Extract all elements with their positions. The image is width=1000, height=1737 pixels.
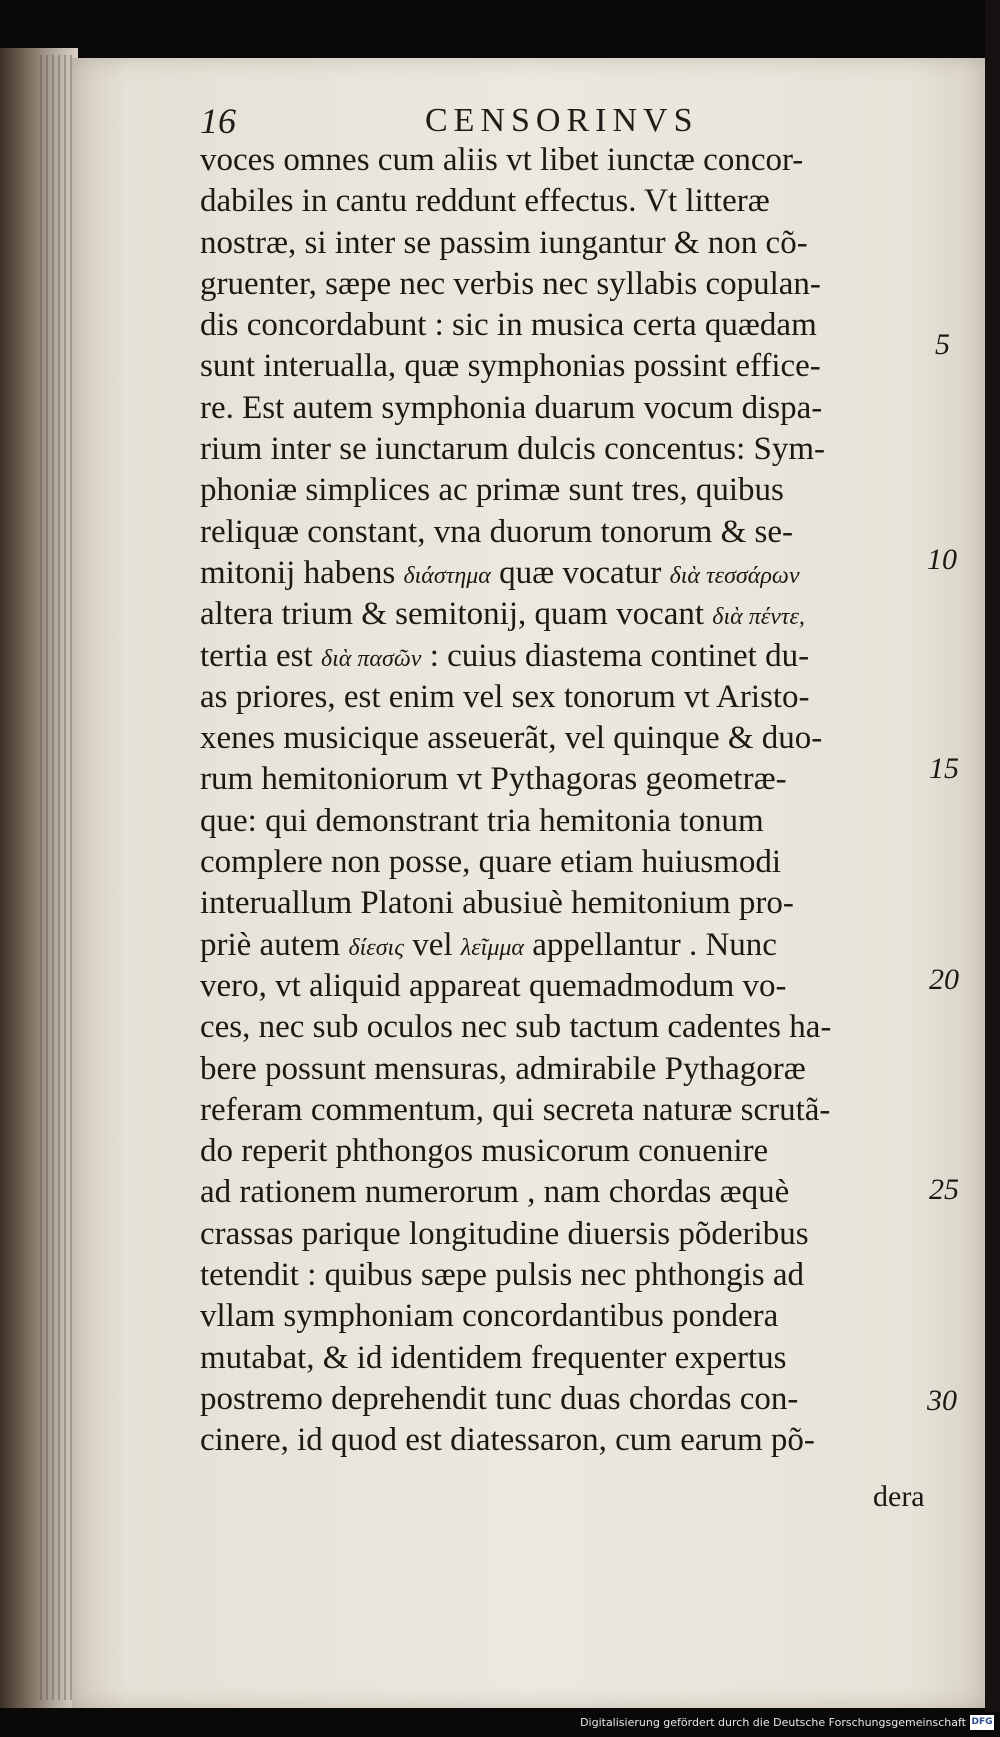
greek-word: διὰ πέντε, — [712, 604, 805, 631]
page-number: 16 — [200, 101, 236, 141]
text-line: reliquæ constant, vna duorum tonorum & se- — [200, 513, 793, 550]
text-line: voces omnes cum aliis vt libet iunctæ concor- — [200, 142, 804, 178]
text-line: vero, vt aliquid appareat quemadmodum vo- — [200, 967, 787, 1004]
text-line: complere non posse, quare etiam huiusmodi — [200, 844, 782, 881]
footer-bar — [0, 1712, 1000, 1737]
text-line: interuallum Platoni abusiuè hemitonium pro- — [200, 885, 794, 922]
right-shadow — [985, 0, 1000, 1737]
running-title: CENSORINVS — [425, 102, 699, 139]
text-line: dis concordabunt : sic in musica certa quædam — [200, 307, 817, 344]
footer-credit: Digitalisierung gefördert durch die Deutsche Forschungsgemeinschaft — [580, 1716, 966, 1729]
text-line — [200, 925, 920, 966]
text-line — [200, 553, 920, 594]
text-line: rium inter se iunctarum dulcis concentus: Sym- — [200, 431, 826, 468]
text-line: as priores, est enim vel sex tonorum vt Aristo- — [200, 678, 810, 715]
greek-word: δίεσις — [348, 934, 404, 961]
text-line: rum hemitoniorum vt Pythagoras geometræ- — [200, 761, 787, 798]
text-line: gruenter, sæpe nec verbis nec syllabis copulan- — [200, 265, 821, 302]
text-line: xenes musicique asseuerãt, vel quinque & duo- — [200, 720, 823, 757]
dfg-logo: DFG — [970, 1715, 994, 1730]
text-line: mutabat, & id identidem frequenter expertus — [200, 1339, 787, 1376]
margin-line-number: 15 — [929, 752, 959, 785]
text-segment: appellantur . Nunc — [532, 926, 777, 963]
text-line: crassas parique longitudine diuersis põderibus — [200, 1215, 809, 1252]
text-line: phoniæ simplices ac primæ sunt tres, quibus — [200, 472, 784, 509]
text-line: vllam symphoniam concordantibus pondera — [200, 1298, 779, 1335]
text-line: dabiles in cantu reddunt effectus. Vt litteræ — [200, 183, 770, 220]
text-line: postremo deprehendit tunc duas chordas con- — [200, 1380, 799, 1417]
text-segment: : cuius diastema continet du- — [429, 637, 810, 674]
line-number-margin — [925, 0, 985, 1737]
text-line: nostræ, si inter se passim iungantur & non cõ- — [200, 224, 808, 261]
greek-word: διὰ τεσσάρων — [669, 562, 800, 589]
greek-word: λεῖμμα — [460, 934, 525, 961]
text-line: referam commentum, qui secreta naturæ scrutã- — [200, 1091, 831, 1128]
text-segment: mitonij habens — [200, 554, 396, 591]
text-line: ces, nec sub oculos nec sub tactum cadentes ha- — [200, 1009, 832, 1046]
text-line: tetendit : quibus sæpe pulsis nec phthongis ad — [200, 1257, 805, 1294]
margin-line-number: 20 — [929, 963, 959, 996]
text-line: re. Est autem symphonia duarum vocum dispa- — [200, 389, 823, 426]
margin-line-number: 30 — [927, 1384, 957, 1417]
page-edges — [40, 55, 76, 1700]
text-line: cinere, id quod est diatessaron, cum earum põ- — [200, 1422, 815, 1459]
text-line — [200, 636, 920, 677]
catchword: dera — [873, 1480, 925, 1513]
text-segment: priè autem — [200, 926, 341, 963]
greek-word: διὰ πασῶν — [320, 645, 422, 672]
text-segment: vel — [412, 926, 453, 963]
text-line: do reperit phthongos musicorum conuenire — [200, 1133, 769, 1170]
text-segment: tertia est — [200, 637, 313, 674]
text-line: sunt interualla, quæ symphonias possint effice- — [200, 348, 821, 385]
text-line: que: qui demonstrant tria hemitonia tonum — [200, 802, 764, 839]
margin-line-number: 5 — [935, 328, 950, 361]
text-line — [200, 594, 920, 635]
text-line: bere possunt mensuras, admirabile Pythagoræ — [200, 1050, 806, 1087]
main-text — [200, 140, 920, 1462]
margin-line-number: 10 — [927, 543, 957, 576]
text-segment: altera trium & semitonij, quam vocant — [200, 596, 705, 633]
text-line: ad rationem numerorum , nam chordas æquè — [200, 1174, 790, 1211]
greek-word: διάστημα — [403, 562, 491, 589]
text-segment: quæ vocatur — [499, 554, 662, 591]
margin-line-number: 25 — [929, 1173, 959, 1206]
